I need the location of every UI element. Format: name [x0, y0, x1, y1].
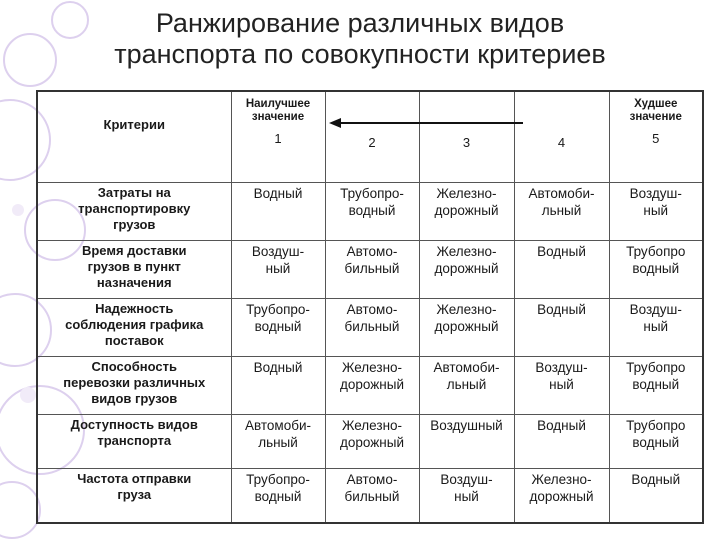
transport-type-text-line: Автомоби- [528, 186, 595, 201]
rank-cell-1 [231, 415, 325, 469]
rank-cell-2 [325, 299, 419, 357]
transport-type-text-line: водный [632, 377, 680, 392]
criterion-cell [37, 299, 231, 357]
title-line-2: транспорта по совокупности критериев [114, 39, 606, 69]
transport-type-text-line: дорожный [434, 261, 499, 276]
rank-4-number: 4 [557, 135, 566, 150]
transport-type-text-line: Водный [631, 472, 681, 487]
transport-type-text-line: дорожный [340, 435, 404, 450]
transport-type-text-line: Железно- [436, 244, 497, 259]
rank-3-number: 3 [462, 135, 471, 150]
transport-type-text-line: Автомоби- [433, 360, 500, 375]
criterion-text-line: Время доставки [81, 243, 187, 258]
transport-type-text-line: ный [643, 319, 669, 334]
ranking-rows [37, 183, 703, 523]
rank-3-header [419, 91, 514, 183]
transport-type-text-line: Трубопро- [246, 472, 310, 487]
rank-cell-1 [231, 357, 325, 415]
table-row [37, 183, 703, 241]
best-label-line-1: Наилучшее [245, 98, 311, 110]
transport-type-text-line: ный [643, 203, 669, 218]
transport-type-text-line: Водный [253, 360, 303, 375]
transport-type-text-line: водный [254, 489, 302, 504]
transport-type-text-line: Воздуш- [629, 302, 682, 317]
transport-type-text-line: Водный [537, 302, 586, 317]
transport-type-text-line: Трубопро [626, 360, 686, 375]
transport-type-text-line: водный [632, 435, 680, 450]
transport-type-text-line: водный [348, 203, 396, 218]
transport-type-text-line: водный [632, 261, 680, 276]
table-row [37, 299, 703, 357]
transport-type-text-line: Железно- [341, 418, 403, 433]
criterion-text-line: Надежность [95, 301, 174, 316]
criterion-text-line: транспорта [97, 433, 172, 448]
rank-cell-4 [514, 415, 609, 469]
transport-type-text-line: ный [265, 261, 291, 276]
transport-type-text-line: Воздуш- [629, 186, 682, 201]
criterion-text-line: груза [117, 487, 152, 502]
rank-cell-5 [609, 183, 703, 241]
rank-cell-5 [609, 469, 703, 523]
transport-type-text-line: Трубопро [626, 418, 686, 433]
criteria-header: Критерии [103, 117, 165, 132]
criterion-text-line: соблюдения графика [65, 317, 204, 332]
criterion-text-line: видов грузов [91, 391, 178, 406]
transport-type-text-line: Автомо- [346, 472, 398, 487]
transport-type-text-line: Железно- [436, 186, 497, 201]
best-value-header [231, 91, 325, 183]
transport-type-text-line: Трубопро [626, 244, 686, 259]
criterion-text-line: Способность [91, 359, 177, 374]
best-rank-number: 1 [274, 131, 282, 146]
worst-rank-number: 5 [652, 131, 660, 146]
rank-cell-4 [514, 183, 609, 241]
transport-type-text-line: Трубопро- [340, 186, 404, 201]
transport-type-text-line: льный [258, 435, 298, 450]
transport-type-text-line: Водный [537, 244, 586, 259]
transport-type-text-line: Воздуш- [535, 360, 588, 375]
rank-cell-5 [609, 357, 703, 415]
transport-type-text-line: дорожный [434, 319, 499, 334]
transport-type-text-line: ный [549, 377, 574, 392]
transport-type-text-line: Автомоби- [245, 418, 311, 433]
transport-type-text-line: Железно- [531, 472, 592, 487]
rank-cell-3 [419, 415, 514, 469]
rank-cell-4 [514, 357, 609, 415]
transport-type-text-line: Воздуш- [440, 472, 493, 487]
transport-type-text-line: дорожный [529, 489, 594, 504]
rank-cell-3 [419, 299, 514, 357]
criterion-text-line: Затраты на [97, 185, 171, 200]
transport-type-text-line: Железно- [341, 360, 403, 375]
rank-cell-1 [231, 299, 325, 357]
worst-label-line-1: Худшее [634, 98, 678, 110]
criterion-text-line: грузов [113, 217, 156, 232]
table-row [37, 241, 703, 299]
worst-label-line-2: значение [629, 111, 682, 123]
criteria-header-cell [37, 91, 231, 183]
criterion-cell [37, 241, 231, 299]
transport-type-text-line: бильный [344, 489, 400, 504]
title-line-1: Ранжирование различных видов [155, 8, 565, 38]
best-label-line-2: значение [251, 111, 305, 123]
criterion-cell [37, 415, 231, 469]
transport-type-text-line: дорожный [340, 377, 404, 392]
rank-cell-2 [325, 357, 419, 415]
transport-type-text-line: бильный [344, 319, 400, 334]
criterion-text-line: грузов в пункт [87, 259, 181, 274]
slide-title [40, 8, 680, 70]
table-row [37, 469, 703, 523]
rank-2-header [325, 91, 419, 183]
worst-value-header [609, 91, 703, 183]
rank-cell-3 [419, 469, 514, 523]
rank-cell-5 [609, 299, 703, 357]
rank-cell-3 [419, 241, 514, 299]
criterion-text-line: Частота отправки [77, 471, 192, 486]
criterion-text-line: назначения [96, 275, 172, 290]
transport-type-text-line: Воздуш- [251, 244, 305, 259]
rank-cell-4 [514, 469, 609, 523]
transport-type-text-line: бильный [344, 261, 400, 276]
ranking-direction-arrow-icon [327, 115, 527, 131]
table-row [37, 415, 703, 469]
rank-cell-2 [325, 241, 419, 299]
rank-cell-3 [419, 183, 514, 241]
rank-cell-1 [231, 469, 325, 523]
rank-cell-2 [325, 415, 419, 469]
header-row [37, 91, 703, 183]
transport-type-text-line: Автомо- [346, 302, 398, 317]
transport-type-text-line: Железно- [436, 302, 497, 317]
transport-type-text-line: льный [541, 203, 582, 218]
transport-type-text-line: льный [446, 377, 487, 392]
rank-4-header [514, 91, 609, 183]
rank-cell-5 [609, 241, 703, 299]
table-row [37, 357, 703, 415]
rank-cell-3 [419, 357, 514, 415]
transport-type-text-line: Водный [253, 186, 303, 201]
transport-type-text-line: Автомо- [346, 244, 398, 259]
rank-cell-1 [231, 183, 325, 241]
rank-cell-2 [325, 183, 419, 241]
ranking-table [36, 90, 704, 524]
transport-type-text-line: Трубопро- [246, 302, 310, 317]
rank-2-number: 2 [368, 135, 376, 150]
rank-cell-4 [514, 241, 609, 299]
criterion-cell [37, 357, 231, 415]
criterion-cell [37, 469, 231, 523]
transport-type-text-line: водный [254, 319, 302, 334]
rank-cell-4 [514, 299, 609, 357]
transport-type-text-line: ный [454, 489, 479, 504]
criterion-text-line: поставок [104, 333, 164, 348]
rank-cell-5 [609, 415, 703, 469]
rank-cell-2 [325, 469, 419, 523]
transport-type-text-line: дорожный [434, 203, 499, 218]
criterion-text-line: транспортировку [78, 201, 191, 216]
transport-type-text-line: Водный [537, 418, 586, 433]
transport-type-text-line: Воздушный [430, 418, 503, 433]
rank-cell-1 [231, 241, 325, 299]
criterion-cell [37, 183, 231, 241]
criterion-text-line: перевозки различных [63, 375, 206, 390]
criterion-text-line: Доступность видов [70, 417, 198, 432]
